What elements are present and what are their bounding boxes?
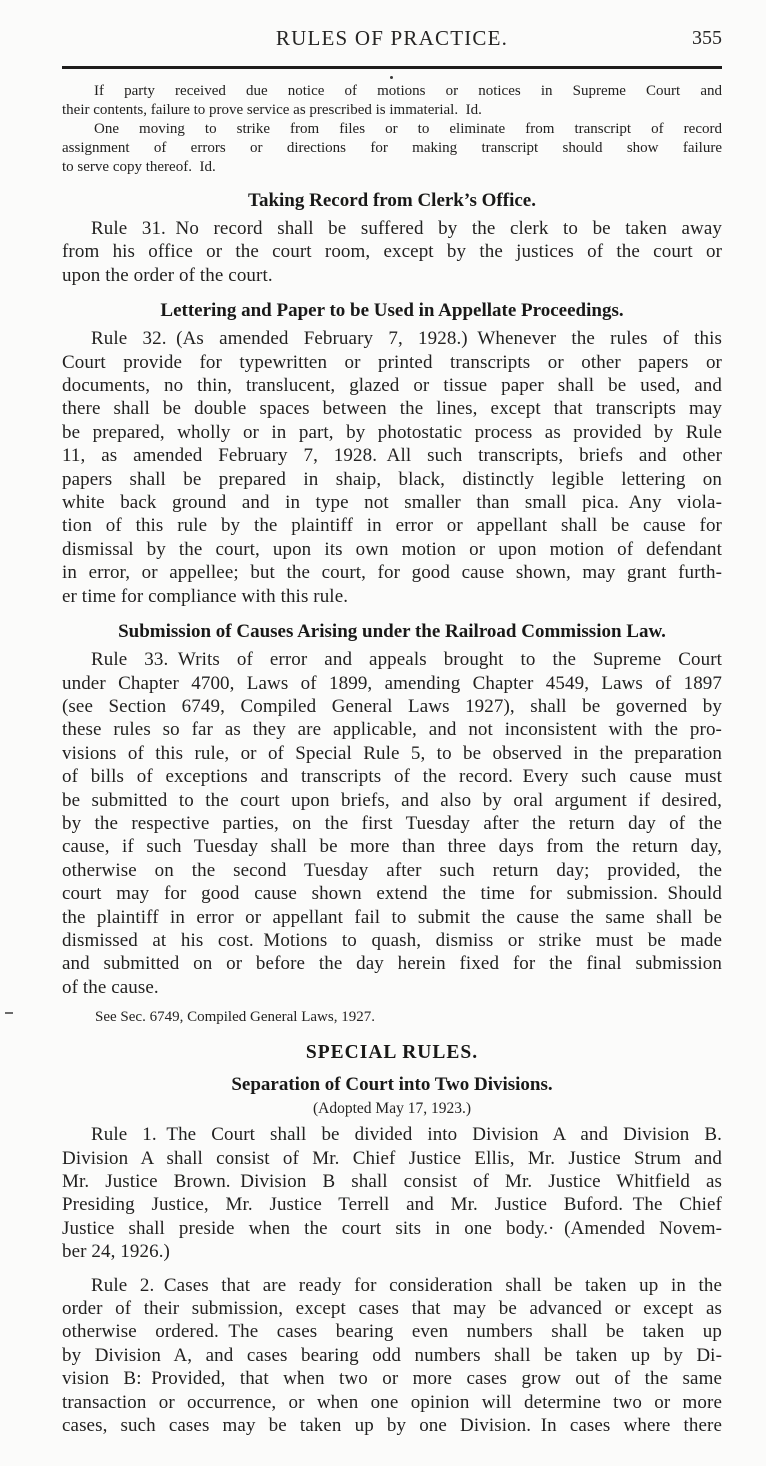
- text-line: documents, no thin, translucent, glazed or tissue paper shall be used, and: [62, 375, 722, 397]
- text-line: there shall be double spaces between the lines, except that transcripts may: [62, 398, 722, 420]
- text-line: Rule 31. No record shall be suffered by the clerk to be taken away: [91, 218, 722, 239]
- text-line: by Division A, and cases bearing odd numbers shall be taken up by Di-: [62, 1344, 722, 1366]
- text-line: tion of this rule by the plaintiff in error or appellant shall be cause for: [62, 515, 722, 537]
- rule-1-paragraph: [62, 1123, 722, 1263]
- text-line: Mr. Justice Brown. Division B shall consist of Mr. Justice Whitfield as: [62, 1171, 722, 1192]
- text-line: cause, if such Tuesday shall be more than three days from the return day,: [62, 836, 722, 858]
- annotation-note-2: [62, 120, 722, 177]
- text-line: by the respective parties, on the first Tuesday after the return day of the: [62, 812, 722, 834]
- text-line: of bills of exceptions and transcripts of the record. Every such cause must: [62, 766, 722, 788]
- rule-33-paragraph: [62, 648, 722, 999]
- text-line: the plaintiff in error or appellant fail to submit the cause the same shall be: [62, 906, 722, 928]
- text-line: and submitted on or before the day herein fixed for the final submission: [62, 953, 722, 975]
- text-line: Rule 2. Cases that are ready for consideration shall be taken up in the: [91, 1274, 722, 1296]
- text-line: (see Section 6749, Compiled General Laws 1927), shall be governed by: [62, 695, 722, 717]
- text-line: Presiding Justice, Mr. Justice Terrell and Mr. Justice Buford. The Chief: [62, 1194, 722, 1216]
- text-line: Rule 1. The Court shall be divided into Division A and Division B.: [91, 1124, 722, 1146]
- text-line: cases, such cases may be taken up by one Division. In cases where there: [62, 1415, 722, 1437]
- text-line: from his office or the court room, except by the justices of the court or: [62, 241, 722, 263]
- page-number: 355: [692, 27, 722, 49]
- rule-31-paragraph: [62, 217, 722, 287]
- adopted-date-line: (Adopted May 17, 1923.): [313, 1100, 471, 1118]
- text-line: in error, or appellee; but the court, for good cause shown, may grant furth-: [62, 562, 722, 584]
- text-line: dismissal by the court, upon its own motion or upon motion of defendant: [62, 538, 722, 560]
- text-line: Court provide for typewritten or printed transcripts or other papers or: [62, 351, 722, 373]
- text-line: If party received due notice of motions or notices in Supreme Court and: [94, 83, 722, 99]
- text-line: vision B: Provided, that when two or more cases grow out of the same: [62, 1368, 722, 1390]
- text-line: papers shall be prepared in shaip, black, distinctly legible lettering on: [62, 468, 722, 490]
- text-line: One moving to strike from files or to eliminate from transcript of record: [94, 121, 722, 137]
- heading-special-rules: SPECIAL RULES.: [305, 1042, 479, 1064]
- text-line: otherwise ordered. The cases bearing even numbers shall be taken up: [62, 1321, 722, 1343]
- text-line: white back ground and in type not smaller than small pica. Any viola-: [62, 492, 722, 514]
- text-line: be submitted to the court upon briefs, and also by oral argument if desired,: [62, 789, 722, 811]
- text-line: transaction or occurrence, or when one opinion will determine two or more: [62, 1391, 722, 1413]
- text-line: assignment of errors or directions for making transcript should show failure: [62, 140, 722, 156]
- scan-artifact-dot: [390, 76, 393, 79]
- heading-lettering-paper: Lettering and Paper to be Used in Appellate Proceedings.: [160, 300, 624, 322]
- scan-artifact-dash: [5, 1012, 13, 1014]
- text-line: upon the order of the court.: [62, 264, 273, 286]
- text-line: Rule 32. (As amended February 7, 1928.) Whenever the rules of this: [91, 328, 722, 350]
- text-line: Justice shall preside when the court sits in one body.· (Amended Novem-: [62, 1217, 722, 1239]
- text-line: order of their submission, except cases that may be advanced or except as: [62, 1298, 722, 1320]
- text-line: Rule 33. Writs of error and appeals brought to the Supreme Court: [91, 649, 722, 671]
- page-title: RULES OF PRACTICE.: [275, 26, 509, 50]
- text-line: be prepared, wholly or in part, by photostatic process as provided by Rule: [62, 421, 722, 443]
- text-line: otherwise on the second Tuesday after such return day; provided, the: [62, 859, 722, 881]
- page-header: [62, 26, 722, 50]
- text-line: their contents, failure to prove service as prescribed is immaterial. Id.: [62, 102, 482, 118]
- text-line: to serve copy thereof. Id.: [62, 159, 216, 175]
- header-divider: [62, 66, 722, 69]
- citation-line: See Sec. 6749, Compiled General Laws, 1927.: [95, 1009, 375, 1026]
- text-line: dismissed at his cost. Motions to quash, dismiss or strike must be made: [62, 929, 722, 951]
- rule-32-paragraph: [62, 327, 722, 608]
- text-line: 11, as amended February 7, 1928. All such transcripts, briefs and other: [62, 445, 722, 467]
- heading-railroad-commission: Submission of Causes Arising under the Railroad Commission Law.: [118, 621, 666, 643]
- text-line: under Chapter 4700, Laws of 1899, amending Chapter 4549, Laws of 1897: [62, 672, 722, 694]
- annotation-note-1: [62, 82, 722, 120]
- text-line: of the cause.: [62, 976, 159, 998]
- text-line: court may for good cause shown extend the time for submission. Should: [62, 883, 722, 905]
- heading-separation-divisions: Separation of Court into Two Divisions.: [231, 1074, 553, 1096]
- rule-2-paragraph: [62, 1274, 722, 1438]
- text-line: Division A shall consist of Mr. Chief Justice Ellis, Mr. Justice Strum and: [62, 1147, 722, 1169]
- text-line: visions of this rule, or of Special Rule 5, to be observed in the preparation: [62, 742, 722, 764]
- heading-taking-record: Taking Record from Clerk’s Office.: [248, 190, 536, 211]
- text-line: er time for compliance with this rule.: [62, 585, 349, 607]
- text-line: ber 24, 1926.): [62, 1241, 170, 1263]
- text-line: these rules so far as they are applicable, and not inconsistent with the pro-: [62, 719, 722, 741]
